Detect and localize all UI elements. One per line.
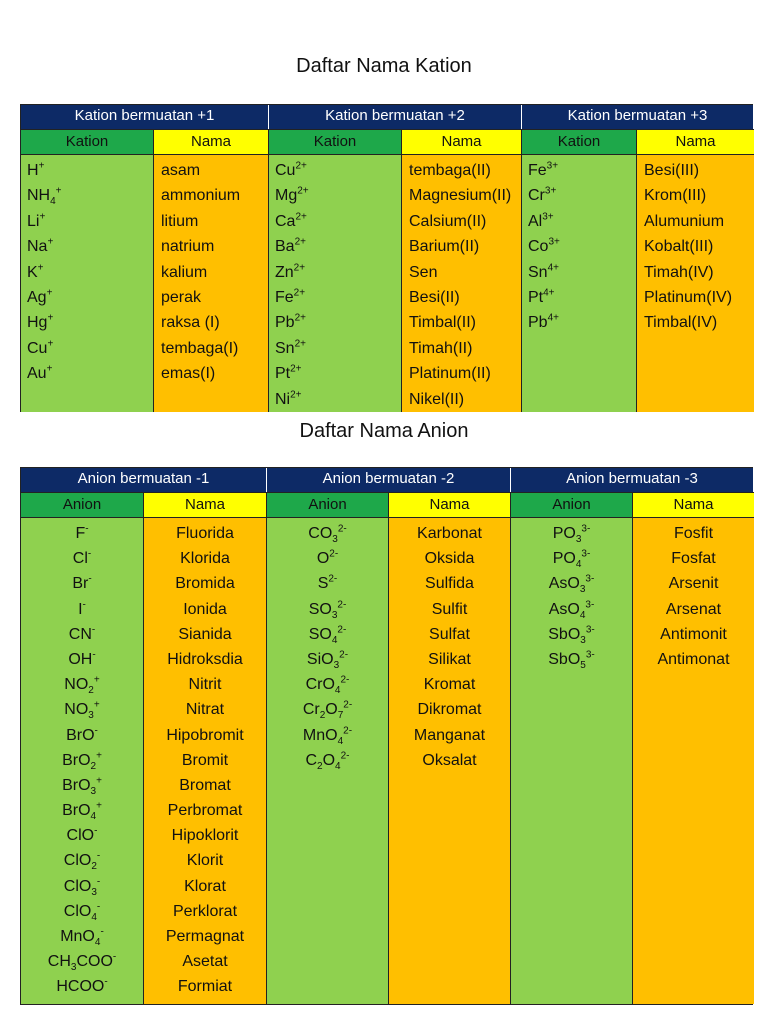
ion-name: ammonium bbox=[161, 187, 241, 205]
cation-table bbox=[20, 104, 753, 412]
ion-formula: $SO_3^{2-}$ bbox=[308, 599, 347, 621]
ion-formula: SiO$_3^{2-}$ bbox=[306, 649, 349, 672]
ion-formula: $C_2O_4^{2-}$ bbox=[305, 750, 350, 772]
ion-formula: Cu+ bbox=[27, 338, 54, 357]
cation-title: Daftar Nama Kation bbox=[296, 55, 472, 77]
ion-formula: SbO$_5^{3-}$ bbox=[548, 649, 595, 672]
name-column-header: Nama bbox=[144, 492, 267, 517]
ion-formula: ClO- bbox=[66, 825, 98, 845]
ion-name: Manganat bbox=[413, 726, 486, 744]
ion-formula: $Pt^{2+}$ bbox=[275, 363, 302, 383]
ion-formula: $S^{2-}$ bbox=[317, 574, 338, 593]
anion-group-header-minus2: Anion bermuatan -2 bbox=[267, 468, 511, 492]
name-column-header: Nama bbox=[402, 129, 522, 154]
ion-name: Kobalt(III) bbox=[644, 238, 714, 256]
anion-minus1-ion-column bbox=[21, 517, 144, 1004]
ion-name: Arsenit bbox=[668, 575, 719, 593]
ion-formula: CrO$_4^{2-}$ bbox=[305, 674, 350, 697]
ion-formula: $O^{2-}$ bbox=[316, 548, 339, 568]
ion-name: Krom(III) bbox=[644, 187, 707, 205]
ion-name: Klorit bbox=[186, 852, 224, 870]
ion-formula: CN- bbox=[68, 624, 96, 643]
ion-name: Barium(II) bbox=[409, 238, 480, 256]
ion-formula: $Fe^{2+}$ bbox=[275, 287, 306, 306]
anion-minus3-name-column bbox=[633, 517, 754, 1004]
anion-group-header-minus1: Anion bermuatan -1 bbox=[21, 468, 267, 492]
anion-column-header: Anion bbox=[267, 492, 389, 517]
ion-name: Fosfit bbox=[673, 525, 714, 542]
ion-formula: $Ba^{2+}$ bbox=[275, 236, 306, 256]
ion-name: Besi(II) bbox=[409, 288, 460, 306]
ion-name: Formiat bbox=[177, 978, 233, 996]
cation-plus3-name-column bbox=[637, 154, 754, 412]
ion-formula: $Fe^{3+}$ bbox=[528, 160, 559, 179]
ion-name: asam bbox=[161, 162, 201, 179]
cation-group-header-plus2: Kation bermuatan +2 bbox=[269, 105, 522, 129]
ion-name: Alumunium bbox=[644, 212, 725, 230]
ion-formula: $NH_4^+$ bbox=[27, 186, 62, 208]
anion-title: Daftar Nama Anion bbox=[299, 420, 469, 442]
ion-name: Antimonit bbox=[660, 625, 727, 643]
ion-formula: $Ni^{2+}$ bbox=[275, 389, 302, 408]
ion-formula: HCOO- bbox=[56, 977, 108, 996]
ion-name: Antimonat bbox=[657, 650, 730, 668]
ion-name: tembaga(II) bbox=[409, 162, 491, 179]
ion-name: Asetat bbox=[182, 953, 228, 971]
name-column-header: Nama bbox=[637, 129, 754, 154]
ion-formula: Br- bbox=[72, 574, 92, 593]
ion-name: raksa (I) bbox=[161, 314, 220, 332]
ion-formula: H+ bbox=[27, 160, 45, 179]
ion-name: natrium bbox=[161, 238, 215, 256]
ion-formula: AsO$_4^{3-}$ bbox=[548, 599, 595, 621]
cation-plus1-ion-column bbox=[21, 154, 154, 412]
ion-name: Platinum(IV) bbox=[644, 288, 733, 306]
ion-formula: BrO$_3$+ bbox=[62, 775, 102, 798]
ion-formula: $CO_3^{2-}$ bbox=[308, 523, 347, 546]
ion-name: Silikat bbox=[428, 650, 471, 668]
anion-group-header-minus3: Anion bermuatan -3 bbox=[511, 468, 754, 492]
ion-formula: ClO$_4$- bbox=[63, 901, 101, 923]
ion-formula: F- bbox=[75, 523, 89, 542]
ion-formula: $Cr_2O_7^{2-}$ bbox=[302, 699, 353, 722]
cation-column-header: Kation bbox=[522, 129, 637, 154]
ion-formula: MnO$_4^{2-}$ bbox=[302, 725, 353, 747]
name-column-header: Nama bbox=[633, 492, 754, 517]
ion-name: Timah(IV) bbox=[644, 263, 714, 281]
ion-name: Timah(II) bbox=[409, 339, 473, 357]
ion-formula: OH- bbox=[68, 649, 96, 668]
anion-column-header: Anion bbox=[511, 492, 633, 517]
ion-formula: BrO$_4$+ bbox=[62, 800, 102, 823]
ion-formula: Au+ bbox=[27, 363, 53, 383]
ion-name: Hidroksdia bbox=[167, 650, 243, 668]
ion-formula: BrO$_2$+ bbox=[62, 750, 102, 772]
ion-name: Sulfida bbox=[425, 575, 474, 593]
ion-name: Perklorat bbox=[172, 902, 238, 920]
ion-name: Bromat bbox=[179, 776, 231, 794]
ion-formula: $Sn^{2+}$ bbox=[275, 338, 306, 357]
cation-group-header-plus3: Kation bermuatan +3 bbox=[522, 105, 754, 129]
ion-name: Ionida bbox=[183, 600, 227, 618]
ion-formula: $NO_3^+$ bbox=[64, 699, 100, 722]
ion-name: Hipoklorit bbox=[171, 827, 239, 845]
ion-name: Nikel(II) bbox=[409, 390, 465, 408]
ion-formula: $NO_2^+$ bbox=[64, 674, 100, 697]
ion-name: Fluorida bbox=[176, 525, 234, 542]
ion-name: Fosfat bbox=[671, 550, 716, 568]
ion-formula: $Cr^{3+}$ bbox=[528, 186, 557, 205]
ion-name: Magnesium(II) bbox=[409, 187, 512, 205]
anion-minus1-name-column bbox=[144, 517, 267, 1004]
ion-formula: $SO_4^{2-}$ bbox=[308, 624, 347, 646]
ion-formula: K+ bbox=[27, 262, 44, 281]
ion-name: tembaga(I) bbox=[161, 339, 239, 357]
ion-formula: $PO_4^{3-}$ bbox=[552, 548, 591, 571]
ion-formula: Hg+ bbox=[27, 313, 54, 332]
ion-name: emas(I) bbox=[161, 365, 216, 383]
ion-name: Oksida bbox=[424, 550, 475, 568]
ion-formula: $Cu^{2+}$ bbox=[275, 160, 307, 179]
ion-formula: $PO_3^{3-}$ bbox=[552, 523, 591, 546]
ion-name: Dikromat bbox=[417, 701, 482, 719]
ion-name: Nitrat bbox=[185, 701, 225, 719]
ion-formula: $Sn^{4+}$ bbox=[528, 262, 559, 281]
ion-formula: SbO$_3^{3-}$ bbox=[548, 624, 595, 646]
cation-column-header: Kation bbox=[21, 129, 154, 154]
ion-formula: $CH_3COO^-$ bbox=[47, 951, 117, 974]
ion-name: Oksalat bbox=[422, 751, 477, 769]
ion-formula: Li+ bbox=[27, 211, 46, 230]
ion-name: Bromit bbox=[181, 751, 229, 769]
cation-column-header: Kation bbox=[269, 129, 402, 154]
cation-plus1-name-column bbox=[154, 154, 269, 412]
ion-formula: $Al^{3+}$ bbox=[528, 211, 554, 230]
ion-formula: AsO$_3^{3-}$ bbox=[548, 574, 595, 596]
ion-formula: $Ca^{2+}$ bbox=[275, 211, 307, 230]
ion-formula: Ag+ bbox=[27, 287, 53, 306]
ion-formula: $Mg^{2+}$ bbox=[275, 186, 309, 205]
ion-formula: MnO$_4$- bbox=[60, 926, 104, 949]
ion-name: Klorida bbox=[180, 550, 230, 568]
cation-group-header-plus1: Kation bermuatan +1 bbox=[21, 105, 269, 129]
ion-name: Karbonat bbox=[417, 525, 482, 542]
ion-formula: $Zn^{2+}$ bbox=[275, 262, 306, 281]
ion-formula: $Pt^{4+}$ bbox=[528, 287, 555, 306]
ion-name: Arsenat bbox=[665, 600, 722, 618]
cation-plus2-ion-column bbox=[269, 154, 402, 412]
ion-formula: $Pb^{4+}$ bbox=[528, 313, 559, 332]
ion-name: Sianida bbox=[178, 625, 232, 643]
anion-minus2-ion-column bbox=[267, 517, 389, 1004]
ion-name: Hipobromit bbox=[166, 726, 244, 744]
ion-name: Klorat bbox=[184, 877, 226, 895]
cation-plus2-name-column bbox=[402, 154, 522, 412]
ion-name: Sulfit bbox=[431, 600, 468, 618]
ion-name: litium bbox=[161, 212, 199, 230]
ion-formula: I- bbox=[78, 599, 86, 618]
anion-minus2-name-column bbox=[389, 517, 511, 1004]
ion-name: Calsium(II) bbox=[409, 212, 487, 230]
ion-name: Timbal(II) bbox=[409, 314, 476, 332]
ion-name: Besi(III) bbox=[644, 162, 700, 179]
ion-formula: $Pb^{2+}$ bbox=[275, 313, 306, 332]
ion-formula: Cl- bbox=[72, 548, 92, 568]
anion-column-header: Anion bbox=[21, 492, 144, 517]
name-column-header: Nama bbox=[389, 492, 511, 517]
ion-formula: ClO$_2$- bbox=[63, 851, 101, 873]
ion-name: Perbromat bbox=[167, 802, 243, 820]
ion-name: perak bbox=[161, 288, 202, 306]
name-column-header: Nama bbox=[154, 129, 269, 154]
ion-name: Sen bbox=[409, 263, 438, 281]
ion-formula: Na+ bbox=[27, 236, 54, 256]
ion-name: Nitrit bbox=[188, 676, 222, 694]
ion-name: Platinum(II) bbox=[409, 365, 491, 383]
ion-formula: BrO- bbox=[66, 725, 98, 744]
anion-minus3-ion-column bbox=[511, 517, 633, 1004]
ion-name: Timbal(IV) bbox=[644, 314, 718, 332]
cation-plus3-ion-column bbox=[522, 154, 637, 412]
ion-name: Kromat bbox=[423, 676, 476, 694]
ion-name: Bromida bbox=[175, 575, 235, 593]
anion-table bbox=[20, 467, 753, 1005]
ion-formula: $Co^{3+}$ bbox=[528, 236, 560, 256]
ion-formula: ClO$_3$- bbox=[63, 876, 101, 898]
ion-name: Permagnat bbox=[165, 928, 245, 945]
ion-name: kalium bbox=[161, 263, 208, 281]
ion-name: Sulfat bbox=[429, 625, 470, 643]
